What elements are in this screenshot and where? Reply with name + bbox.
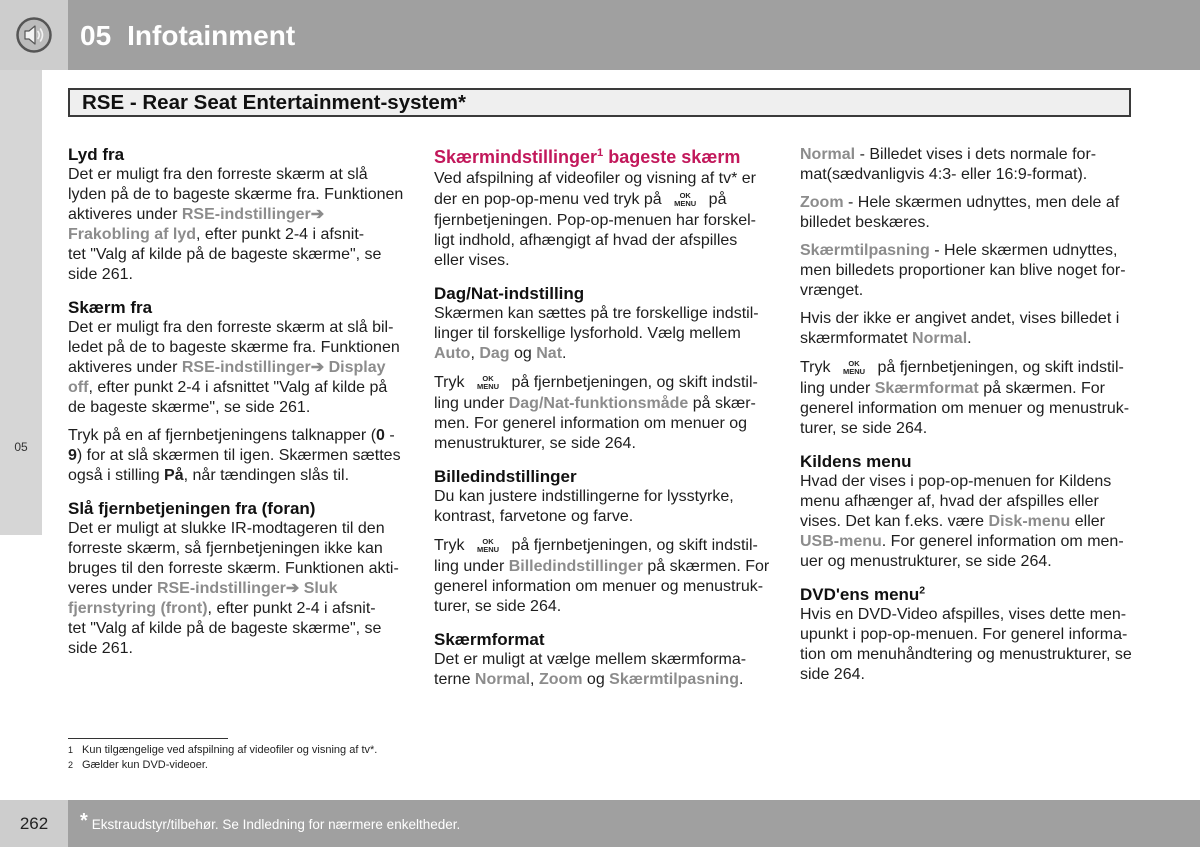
- speaker-icon: [15, 16, 53, 54]
- text-run: veres under: [68, 580, 157, 597]
- paragraph: [800, 472, 1135, 572]
- text-run: -: [384, 427, 395, 444]
- text-run: vrænget.: [800, 282, 864, 299]
- text-run: ,: [470, 345, 480, 362]
- text-line: [68, 378, 403, 398]
- accent-heading: [434, 145, 774, 169]
- text-run: tion om menuhåndtering og menustrukturer, se: [800, 646, 1132, 663]
- subheading: [68, 145, 403, 165]
- text-run: der en pop-op-menu ved tryk på: [434, 191, 667, 208]
- text-run: - Hele skærmen udnyttes, men dele af: [843, 194, 1120, 211]
- text-line: [434, 211, 774, 231]
- text-line: [800, 329, 1135, 349]
- subheading: [800, 585, 1135, 605]
- menu-icon-label: MENU: [842, 366, 866, 376]
- text-run: .: [738, 671, 744, 688]
- text-run: Hvis der ikke er angivet andet, vises billedet i: [800, 310, 1120, 327]
- text-line: [434, 535, 774, 557]
- text-run: eller vises.: [434, 252, 510, 269]
- text-run: terne: [434, 671, 475, 688]
- bold-term: 9: [68, 447, 77, 464]
- page-footer: [0, 800, 1200, 847]
- chapter-name: Infotainment: [127, 20, 296, 51]
- footnote-rule: [68, 738, 228, 739]
- text-run: ledet på de to bageste skærme fra. Funktionen: [68, 339, 400, 356]
- text-line: [800, 281, 1135, 301]
- text-line: [68, 185, 403, 205]
- text-line: [68, 165, 403, 185]
- text-run: Tryk: [434, 374, 469, 391]
- menu-path-term: Zoom: [800, 194, 844, 211]
- text-line: [68, 205, 403, 225]
- subheading: [68, 499, 403, 519]
- text-run: , efter punkt 2-4 i afsnittet "Valg af kilde på: [88, 379, 388, 396]
- text-line: [434, 251, 774, 271]
- text-column-middle: [434, 145, 774, 698]
- menu-path-term: fjernstyring (front): [68, 600, 208, 617]
- text-run: og: [582, 671, 610, 688]
- text-column-left: [68, 145, 403, 667]
- text-run: Tryk: [800, 359, 835, 376]
- section-title: RSE - Rear Seat Entertainment-system*: [82, 91, 466, 114]
- page-number: 262: [19, 814, 49, 833]
- text-run: - Billedet vises i dets normale for-: [855, 146, 1097, 163]
- text-line: [800, 193, 1135, 213]
- menu-path-term: USB-menu: [800, 533, 882, 550]
- paragraph: [800, 357, 1135, 439]
- text-run: mat(sædvanligvis 4:3- eller 16:9-format).: [800, 166, 1088, 183]
- text-line: [68, 426, 403, 446]
- text-run: på skærmen. For: [978, 380, 1106, 397]
- menu-path-term: Normal: [474, 671, 531, 688]
- text-line: [800, 145, 1135, 165]
- text-run: Hvis en DVD-Video afspilles, vises dette men-: [800, 606, 1127, 623]
- text-run: Lyd fra: [68, 145, 125, 164]
- text-line: [434, 394, 774, 414]
- text-line: [68, 245, 403, 265]
- text-run: og: [509, 345, 537, 362]
- paragraph: [434, 169, 774, 271]
- subheading: [434, 467, 774, 487]
- text-line: [68, 519, 403, 539]
- text-line: [800, 512, 1135, 532]
- text-line: [800, 645, 1135, 665]
- text-line: [68, 539, 403, 559]
- menu-path-term: Normal: [800, 146, 856, 163]
- ok-icon-label: OK: [679, 190, 691, 200]
- text-run: tet "Valg af kilde på de bageste skærme", se: [68, 620, 382, 637]
- text-line: [800, 357, 1135, 379]
- text-run: kontrast, farvetone og farve.: [434, 508, 634, 525]
- text-run: billedet beskæres.: [800, 214, 930, 231]
- text-run: forreste skærm, så fjernbetjeningen ikke kan: [68, 540, 383, 557]
- text-line: [800, 309, 1135, 329]
- footer-note: [80, 800, 460, 848]
- text-line: [800, 241, 1135, 261]
- text-run: på skærmen. For: [642, 558, 770, 575]
- chapter-header: [0, 0, 1200, 70]
- text-run: upunkt i pop-op-menuen. For generel informa-: [800, 626, 1128, 643]
- text-run: aktiveres under: [68, 359, 182, 376]
- bold-term: 0: [376, 427, 385, 444]
- text-run: fjernbetjeningen. Pop-op-menuen har forskel-: [434, 212, 756, 229]
- footer-text: Ekstraudstyr/tilbehør. Se Indledning for nærmere enkeltheder.: [91, 817, 461, 832]
- text-line: [434, 324, 774, 344]
- text-run: bruges til den forreste skærm. Funktionen akti-: [68, 560, 399, 577]
- text-run: turer, se side 264.: [800, 420, 928, 437]
- menu-path-term: Skærmtilpasning: [609, 671, 739, 688]
- menu-icon-label: MENU: [476, 381, 500, 391]
- ok-icon-label: OK: [848, 358, 860, 368]
- text-line: [800, 532, 1135, 552]
- text-run: ligt indhold, afhængigt af hvad der afspilles: [434, 232, 738, 249]
- subheading: [800, 452, 1135, 472]
- chapter-number: 05: [80, 20, 112, 51]
- text-line: [434, 597, 774, 617]
- paragraph: [434, 372, 774, 454]
- text-run: på: [704, 191, 727, 208]
- text-run: side 264.: [800, 666, 865, 683]
- footnote-mark: 1: [68, 745, 74, 755]
- text-run: Kildens menu: [800, 452, 912, 471]
- paragraph: [68, 519, 403, 659]
- footnote: [68, 758, 377, 773]
- text-run: også i stilling: [68, 467, 165, 484]
- text-column-right: [800, 145, 1135, 693]
- ok-menu-button-icon: [477, 375, 499, 391]
- menu-path-term: RSE-indstillinger➔ Sluk: [156, 580, 338, 597]
- text-run: , når tændingen slås til.: [183, 467, 350, 484]
- text-line: [800, 552, 1135, 572]
- text-run: lyden på de to bageste skærme fra. Funktionen: [68, 186, 404, 203]
- text-line: [68, 358, 403, 378]
- menu-path-term: Dag/Nat-funktionsmåde: [508, 395, 689, 412]
- footnote: [68, 743, 377, 758]
- text-line: [800, 379, 1135, 399]
- text-run: på skær-: [688, 395, 756, 412]
- chapter-icon-box: [0, 0, 68, 70]
- section-title-box: [68, 88, 1131, 117]
- paragraph: [68, 426, 403, 486]
- text-run: men billedets proportioner kan blive noget for-: [800, 262, 1126, 279]
- text-line: [68, 639, 403, 659]
- page-number-box: [0, 800, 68, 847]
- text-run: Det er muligt fra den forreste skærm at slå: [68, 166, 368, 183]
- text-line: [800, 165, 1135, 185]
- paragraph: [434, 650, 774, 690]
- text-line: [68, 225, 403, 245]
- text-run: ling under: [434, 395, 509, 412]
- text-run: Skærm fra: [68, 298, 153, 317]
- paragraph: [800, 605, 1135, 685]
- subheading: [434, 630, 774, 650]
- text-run: eller: [1070, 513, 1105, 530]
- text-run: . For generel information om men-: [881, 533, 1124, 550]
- menu-path-term: Disk-menu: [988, 513, 1071, 530]
- text-run: skærmformatet: [800, 330, 913, 347]
- chapter-side-tab: 05: [14, 440, 28, 454]
- text-run: , efter punkt 2-4 i afsnit-: [207, 600, 376, 617]
- text-line: [434, 304, 774, 324]
- text-run: på fjernbetjeningen, og skift indstil-: [507, 537, 758, 554]
- paragraph: [434, 535, 774, 617]
- text-run: de bageste skærme", se side 261.: [68, 399, 311, 416]
- text-line: [68, 466, 403, 486]
- text-run: generel information om menuer og menustruk-: [800, 400, 1130, 417]
- menu-path-term: Skærmformat: [874, 380, 979, 397]
- text-run: Slå fjernbetjeningen fra (foran): [68, 499, 316, 518]
- footnote-ref: 1: [597, 147, 604, 159]
- ok-menu-button-icon: [674, 192, 696, 208]
- menu-path-term: RSE-indstillinger➔ Display: [181, 359, 386, 376]
- text-line: [68, 599, 403, 619]
- text-run: Det er muligt at slukke IR-modtageren til den: [68, 520, 385, 537]
- text-line: [68, 338, 403, 358]
- menu-path-term: Dag: [479, 345, 510, 362]
- text-line: [434, 670, 774, 690]
- text-line: [800, 605, 1135, 625]
- text-run: Skærmindstillinger: [434, 147, 598, 167]
- text-line: [800, 492, 1135, 512]
- menu-path-term: RSE-indstillinger➔: [181, 206, 325, 223]
- paragraph: [434, 487, 774, 527]
- text-line: [434, 189, 774, 211]
- text-run: bageste skærm: [603, 147, 741, 167]
- footnote-mark: 2: [68, 760, 74, 770]
- text-run: Skærmformat: [434, 630, 545, 649]
- text-line: [68, 318, 403, 338]
- text-run: på fjernbetjeningen, og skift indstil-: [873, 359, 1124, 376]
- paragraph: [68, 165, 403, 285]
- bold-term: På: [164, 467, 184, 484]
- text-run: side 261.: [68, 266, 133, 283]
- text-line: [68, 559, 403, 579]
- text-run: vises. Det kan f.eks. være: [800, 513, 989, 530]
- text-line: [434, 231, 774, 251]
- text-line: [434, 344, 774, 364]
- menu-icon-label: MENU: [674, 198, 697, 208]
- text-run: - Hele skærmen udnyttes,: [929, 242, 1118, 259]
- text-line: [68, 446, 403, 466]
- text-run: Billedindstillinger: [434, 467, 577, 486]
- text-run: Ved afspilning af videofiler og visning af tv* er: [434, 170, 756, 187]
- text-line: [434, 577, 774, 597]
- text-run: menu afhænger af, hvad der afspilles eller: [800, 493, 1099, 510]
- text-line: [68, 265, 403, 285]
- text-line: [434, 372, 774, 394]
- menu-path-term: Billedindstillinger: [508, 558, 643, 575]
- paragraph: [800, 309, 1135, 349]
- text-run: linger til forskellige lysforhold. Vælg mellem: [434, 325, 741, 342]
- menu-path-term: Frakobling af lyd: [68, 226, 197, 243]
- ok-icon-label: OK: [482, 373, 494, 383]
- text-run: Dag/Nat-indstilling: [434, 284, 585, 303]
- text-line: [800, 625, 1135, 645]
- text-run: på fjernbetjeningen, og skift indstil-: [507, 374, 758, 391]
- paragraph: [800, 193, 1135, 233]
- text-run: .: [562, 345, 567, 362]
- text-run: uer og menustrukturer, se side 264.: [800, 553, 1052, 570]
- paragraph: [800, 241, 1135, 301]
- chapter-title: [80, 19, 295, 53]
- text-line: [434, 650, 774, 670]
- text-run: ling under: [800, 380, 875, 397]
- text-line: [434, 507, 774, 527]
- text-line: [434, 414, 774, 434]
- text-run: Tryk på en af fjernbetjeningens talknapper (: [68, 427, 377, 444]
- text-run: generel information om menuer og menustruk-: [434, 578, 764, 595]
- text-run: Skærmen kan sættes på tre forskellige indstil-: [434, 305, 759, 322]
- subheading: [68, 298, 403, 318]
- text-line: [800, 665, 1135, 685]
- text-run: Tryk: [434, 537, 469, 554]
- paragraph: [434, 304, 774, 364]
- ok-menu-button-icon: [477, 538, 499, 554]
- text-line: [800, 472, 1135, 492]
- text-line: [68, 398, 403, 418]
- text-line: [434, 557, 774, 577]
- menu-path-term: Normal: [912, 330, 968, 347]
- text-run: Hvad der vises i pop-op-menuen for Kildens: [800, 473, 1112, 490]
- footnote-text: Gælder kun DVD-videoer.: [82, 759, 208, 771]
- footer-asterisk: *: [80, 810, 88, 832]
- text-run: Du kan justere indstillingerne for lysstyrke,: [434, 488, 734, 505]
- text-line: [434, 434, 774, 454]
- ok-menu-button-icon: [843, 360, 865, 376]
- menu-path-term: Nat: [536, 345, 563, 362]
- text-run: men. For generel information om menuer og: [434, 415, 748, 432]
- menu-path-term: Skærmtilpasning: [800, 242, 930, 259]
- text-run: aktiveres under: [68, 206, 182, 223]
- text-run: Det er muligt at vælge mellem skærmforma-: [434, 651, 747, 668]
- footnote-ref: 2: [919, 584, 926, 597]
- footnotes: [68, 743, 377, 773]
- text-run: ling under: [434, 558, 509, 575]
- text-run: menustrukturer, se side 264.: [434, 435, 636, 452]
- text-line: [434, 169, 774, 189]
- text-run: .: [967, 330, 972, 347]
- text-run: Det er muligt fra den forreste skærm at slå bil-: [68, 319, 394, 336]
- footnote-text: Kun tilgængelige ved afspilning af videofiler og visning af tv*.: [82, 744, 378, 756]
- subheading: [434, 284, 774, 304]
- menu-icon-label: MENU: [476, 544, 500, 554]
- text-run: DVD'ens menu: [800, 585, 920, 604]
- text-line: [800, 419, 1135, 439]
- text-line: [800, 399, 1135, 419]
- text-run: tet "Valg af kilde på de bageste skærme", se: [68, 246, 382, 263]
- text-run: ,: [530, 671, 539, 688]
- text-line: [800, 261, 1135, 281]
- text-run: ) for at slå skærmen til igen. Skærmen sættes: [76, 447, 401, 464]
- text-line: [68, 579, 403, 599]
- text-run: turer, se side 264.: [434, 598, 562, 615]
- text-line: [800, 213, 1135, 233]
- text-line: [434, 487, 774, 507]
- text-run: side 261.: [68, 640, 133, 657]
- menu-path-term: Zoom: [538, 671, 583, 688]
- menu-path-term: off: [68, 379, 89, 396]
- chapter-side-strip: [0, 70, 42, 535]
- menu-path-term: Auto: [434, 345, 471, 362]
- ok-icon-label: OK: [482, 536, 494, 546]
- text-run: , efter punkt 2-4 i afsnit-: [196, 226, 365, 243]
- text-line: [68, 619, 403, 639]
- paragraph: [800, 145, 1135, 185]
- paragraph: [68, 318, 403, 418]
